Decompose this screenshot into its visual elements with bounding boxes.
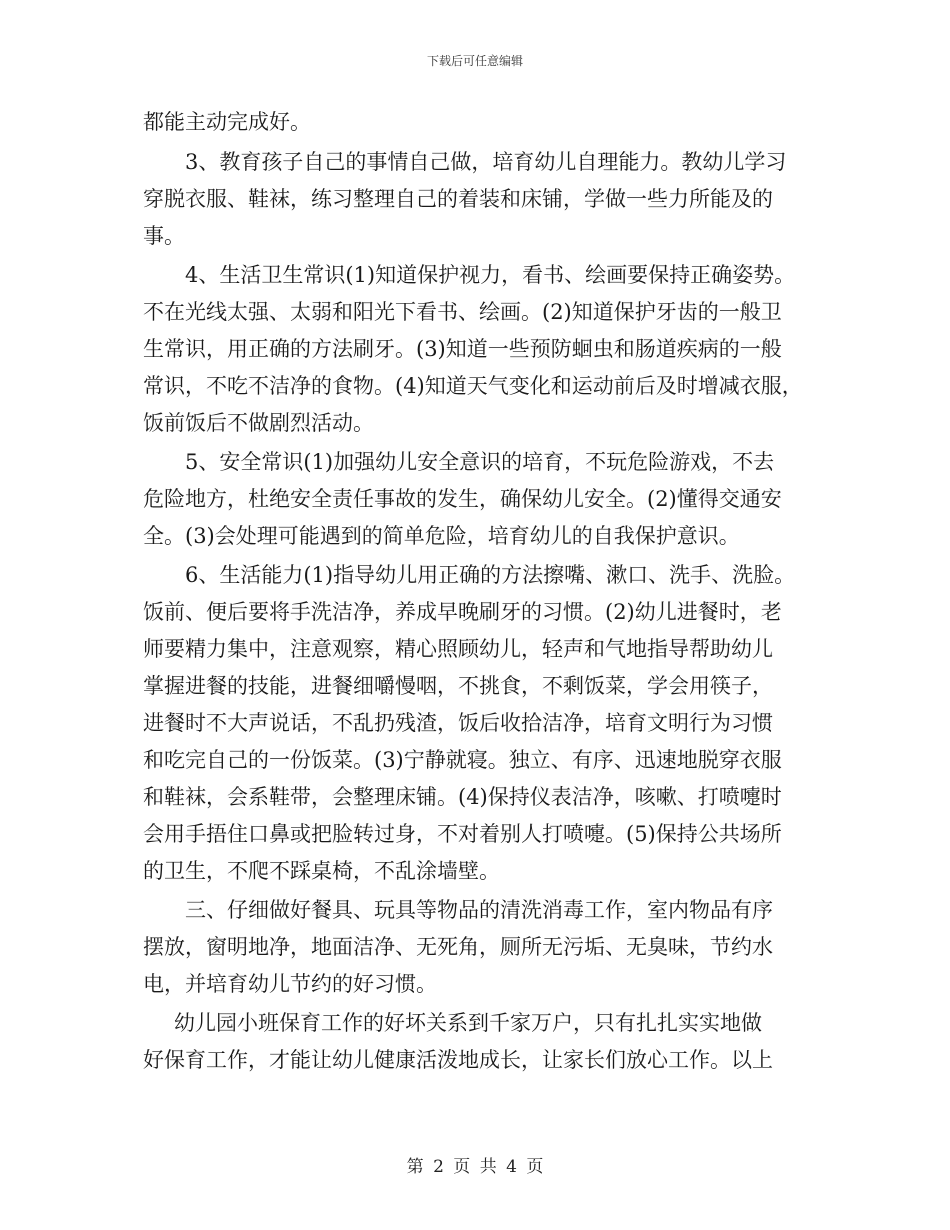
text-line: 进餐时不大声说话，不乱扔残渣，饭后收拾洁净，培育文明行为习惯 [143, 711, 773, 735]
text-line: 饭前、便后要将手洗洁净，养成早晚刷牙的习惯。(2)幼儿进餐时，老 [143, 600, 782, 624]
text-line: 3、教育孩子自己的事情自己做，培育幼儿自理能力。教幼儿学习 [185, 150, 787, 174]
text-line: 危险地方，杜绝安全责任事故的发生，确保幼儿安全。(2)懂得交通安 [143, 487, 782, 511]
text-line: 电，并培育幼儿节约的好习惯。 [143, 972, 437, 996]
text-line: 会用手捂住口鼻或把脸转过身，不对着别人打喷嚏。(5)保持公共场所 [143, 822, 782, 846]
text-line: 的卫生，不爬不踩桌椅，不乱涂墙壁。 [143, 859, 500, 883]
text-line: 生常识，用正确的方法刷牙。(3)知道一些预防蛔虫和肠道疾病的一般 [143, 337, 782, 361]
text-line: 摆放，窗明地净，地面洁净、无死角，厕所无污垢、无臭味，节约水 [143, 935, 773, 959]
text-line: 4、生活卫生常识(1)知道保护视力，看书、绘画要保持正确姿势。 [185, 263, 796, 287]
text-line: 幼儿园小班保育工作的好坏关系到千家万户，只有扎扎实实地做 [174, 1011, 762, 1035]
page-number: 第 2 页 共 4 页 [406, 1157, 544, 1177]
text-line: 好保育工作，才能让幼儿健康活泼地成长，让家长们放心工作。以上 [143, 1048, 773, 1072]
text-line: 和鞋袜，会系鞋带，会整理床铺。(4)保持仪表洁净，咳嗽、打喷嚏时 [143, 785, 782, 809]
text-line: 掌握进餐的技能，进餐细嚼慢咽，不挑食，不剩饭菜，学会用筷子， [143, 674, 773, 698]
text-line: 全。(3)会处理可能遇到的简单危险，培育幼儿的自我保护意识。 [143, 524, 740, 548]
text-line: 6、生活能力(1)指导幼儿用正确的方法擦嘴、漱口、洗手、洗脸。 [185, 563, 796, 587]
page-header-note: 下载后可任意编辑 [426, 54, 523, 68]
text-line: 穿脱衣服、鞋袜，练习整理自己的着装和床铺，学做一些力所能及的 [143, 187, 773, 211]
text-line: 师要精力集中，注意观察，精心照顾幼儿，轻声和气地指导帮助幼儿 [143, 637, 773, 661]
text-line: 常识，不吃不洁净的食物。(4)知道天气变化和运动前后及时增减衣服， [143, 374, 803, 398]
text-line: 都能主动完成好。 [143, 110, 311, 134]
text-line: 不在光线太强、太弱和阳光下看书、绘画。(2)知道保护牙齿的一般卫 [143, 300, 782, 324]
text-line: 三、仔细做好餐具、玩具等物品的清洗消毒工作，室内物品有序 [185, 898, 773, 922]
text-line: 5、安全常识(1)加强幼儿安全意识的培育，不玩危险游戏，不去 [185, 450, 775, 474]
text-line: 和吃完自己的一份饭菜。(3)宁静就寝。独立、有序、迅速地脱穿衣服 [143, 748, 782, 772]
text-line: 事。 [143, 224, 185, 248]
text-line: 饭前饭后不做剧烈活动。 [143, 411, 374, 435]
